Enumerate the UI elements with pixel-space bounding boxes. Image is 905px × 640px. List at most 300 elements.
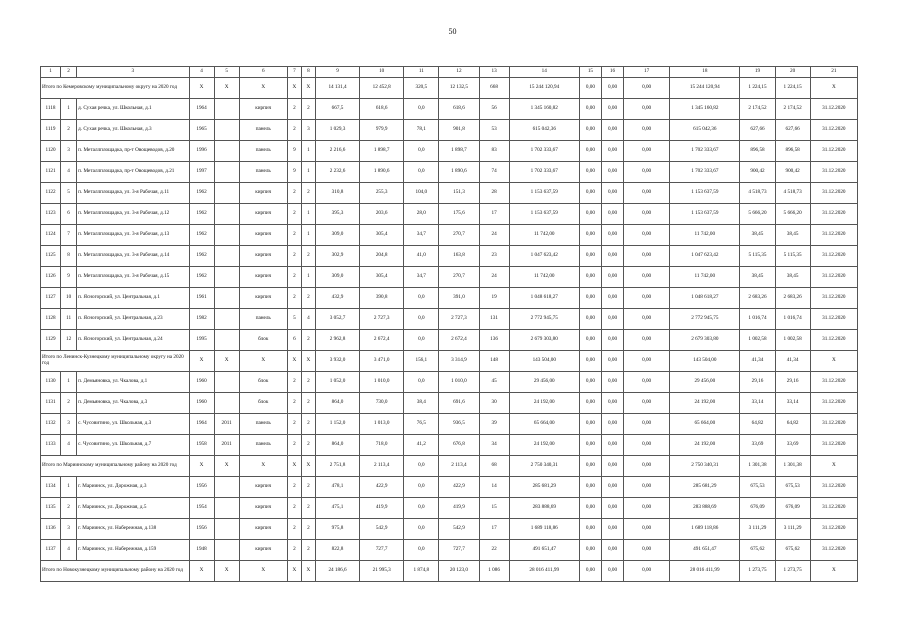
cell-c21: X bbox=[810, 456, 857, 477]
column-number: 14 bbox=[509, 67, 579, 78]
cell-c14: 24 192,00 bbox=[509, 435, 579, 456]
cell-c9: 864,0 bbox=[315, 435, 359, 456]
column-number: 20 bbox=[775, 67, 810, 78]
cell-c13: 15 bbox=[479, 498, 509, 519]
row-subnumber: 3 bbox=[61, 519, 77, 540]
cell-c8: 2 bbox=[301, 99, 315, 120]
cell-c8: 2 bbox=[301, 393, 315, 414]
cell-c20: 896,58 bbox=[775, 141, 810, 162]
cell-c19: 64,82 bbox=[740, 414, 775, 435]
cell-c14: 1 702 333,67 bbox=[509, 141, 579, 162]
table-row bbox=[41, 267, 858, 288]
cell-c7: 2 bbox=[287, 246, 301, 267]
row-subnumber: 2 bbox=[61, 120, 77, 141]
cell-c10: 718,0 bbox=[360, 435, 404, 456]
cell-c20: 41,34 bbox=[775, 351, 810, 372]
cell-c4: 1958 bbox=[189, 435, 214, 456]
cell-c21: 31.12.2020 bbox=[810, 141, 857, 162]
cell-c9: 432,9 bbox=[315, 288, 359, 309]
cell-c7: 2 bbox=[287, 225, 301, 246]
cell-c11: 0,0 bbox=[404, 519, 439, 540]
cell-c13: 24 bbox=[479, 225, 509, 246]
cell-c10: 305,4 bbox=[360, 267, 404, 288]
column-number: 12 bbox=[439, 67, 479, 78]
cell-c19: 33,14 bbox=[740, 393, 775, 414]
cell-c14: 2 750 340,31 bbox=[509, 456, 579, 477]
row-number: 1124 bbox=[41, 225, 61, 246]
cell-c16: 0,00 bbox=[601, 456, 623, 477]
cell-c16: 0,00 bbox=[601, 393, 623, 414]
column-number: 8 bbox=[301, 67, 315, 78]
cell-c15: 0,00 bbox=[579, 372, 601, 393]
cell-c14: 11 742,00 bbox=[509, 225, 579, 246]
cell-c11: 78,1 bbox=[404, 120, 439, 141]
cell-c20: 1 016,74 bbox=[775, 309, 810, 330]
cell-c16: 0,00 bbox=[601, 267, 623, 288]
cell-c5 bbox=[214, 330, 239, 351]
row-subnumber: 2 bbox=[61, 498, 77, 519]
cell-c12: 1 010,0 bbox=[439, 372, 479, 393]
row-subnumber: 3 bbox=[61, 141, 77, 162]
address-cell: п. Ясногорский, ул. Центральная, д.24 bbox=[77, 330, 189, 351]
cell-c15: 0,00 bbox=[579, 561, 601, 582]
table-row bbox=[41, 246, 858, 267]
cell-c10: 21 995,3 bbox=[360, 561, 404, 582]
cell-c5 bbox=[214, 246, 239, 267]
cell-c20: 627,66 bbox=[775, 120, 810, 141]
cell-c10: 979,9 bbox=[360, 120, 404, 141]
address-cell: п. Ясногорский, ул. Центральная, д.23 bbox=[77, 309, 189, 330]
cell-c8: X bbox=[301, 78, 315, 99]
address-cell: с. Чусовитино, ул. Школьная, д.7 bbox=[77, 435, 189, 456]
cell-c10: 203,6 bbox=[360, 204, 404, 225]
cell-c7: 9 bbox=[287, 141, 301, 162]
cell-c11: 0,0 bbox=[404, 288, 439, 309]
cell-c20: 675,62 bbox=[775, 540, 810, 561]
cell-c17: 0,00 bbox=[624, 225, 670, 246]
cell-c6: панель bbox=[239, 120, 287, 141]
cell-c13: 1 086 bbox=[479, 561, 509, 582]
cell-c5: X bbox=[214, 456, 239, 477]
cell-c21: 31.12.2020 bbox=[810, 330, 857, 351]
cell-c16: 0,00 bbox=[601, 204, 623, 225]
address-cell: п. Демьяновка, ул. Чкалова, д.3 bbox=[77, 393, 189, 414]
cell-c8: X bbox=[301, 561, 315, 582]
cell-c4: X bbox=[189, 456, 214, 477]
cell-c8: 1 bbox=[301, 162, 315, 183]
cell-c5: X bbox=[214, 561, 239, 582]
cell-c17: 0,00 bbox=[624, 372, 670, 393]
cell-c17: 0,00 bbox=[624, 393, 670, 414]
cell-c21: 31.12.2020 bbox=[810, 162, 857, 183]
cell-c11: 34,7 bbox=[404, 225, 439, 246]
cell-c5 bbox=[214, 267, 239, 288]
cell-c12: 419,9 bbox=[439, 498, 479, 519]
cell-c12: 936,5 bbox=[439, 414, 479, 435]
address-cell: п. Ясногорский, ул. Центральная, д.1 bbox=[77, 288, 189, 309]
cell-c5: 2011 bbox=[214, 435, 239, 456]
address-cell: п. Металлплощадка, пр-т Овощеводов, д.20 bbox=[77, 141, 189, 162]
address-cell: п. Металлплощадка, ул. 3-я Рабочая, д.14 bbox=[77, 246, 189, 267]
cell-c19: 33,69 bbox=[740, 435, 775, 456]
cell-c5 bbox=[214, 309, 239, 330]
cell-c14: 1 689 118,86 bbox=[509, 519, 579, 540]
cell-c17: 0,00 bbox=[624, 519, 670, 540]
cell-c10: 618,6 bbox=[360, 99, 404, 120]
cell-c20: 38,45 bbox=[775, 267, 810, 288]
cell-c7: 2 bbox=[287, 393, 301, 414]
cell-c10: 1 013,0 bbox=[360, 414, 404, 435]
cell-c14: 1 702 333,67 bbox=[509, 162, 579, 183]
address-cell: г. Мариинск, ул. Набережная, д.159 bbox=[77, 540, 189, 561]
cell-c15: 0,00 bbox=[579, 162, 601, 183]
cell-c4: X bbox=[189, 561, 214, 582]
cell-c20: 4 518,73 bbox=[775, 183, 810, 204]
column-number: 13 bbox=[479, 67, 509, 78]
cell-c12: 151,3 bbox=[439, 183, 479, 204]
cell-c7: 9 bbox=[287, 162, 301, 183]
cell-c10: 2 672,4 bbox=[360, 330, 404, 351]
row-number: 1125 bbox=[41, 246, 61, 267]
row-number: 1127 bbox=[41, 288, 61, 309]
cell-c5: X bbox=[214, 78, 239, 99]
cell-c4: 1982 bbox=[189, 309, 214, 330]
cell-c14: 143 504,00 bbox=[509, 351, 579, 372]
cell-c9: 3 052,7 bbox=[315, 309, 359, 330]
cell-c16: 0,00 bbox=[601, 225, 623, 246]
cell-c9: 822,8 bbox=[315, 540, 359, 561]
cell-c6: панель bbox=[239, 162, 287, 183]
table-row bbox=[41, 498, 858, 519]
cell-c15: 0,00 bbox=[579, 435, 601, 456]
cell-c18: 1 153 637,59 bbox=[670, 183, 740, 204]
cell-c5 bbox=[214, 204, 239, 225]
table-row bbox=[41, 393, 858, 414]
cell-c14: 1 153 637,59 bbox=[509, 204, 579, 225]
cell-c14: 1 048 618,27 bbox=[509, 288, 579, 309]
cell-c13: 56 bbox=[479, 99, 509, 120]
cell-c13: 17 bbox=[479, 519, 509, 540]
cell-c16: 0,00 bbox=[601, 246, 623, 267]
cell-c13: 30 bbox=[479, 393, 509, 414]
row-number: 1120 bbox=[41, 141, 61, 162]
cell-c12: 2 672,4 bbox=[439, 330, 479, 351]
cell-c15: 0,00 bbox=[579, 351, 601, 372]
cell-c9: 302,9 bbox=[315, 246, 359, 267]
cell-c17: 0,00 bbox=[624, 540, 670, 561]
address-cell: г. Мариинск, ул. Дорожная, д.3 bbox=[77, 477, 189, 498]
subtotal-row bbox=[41, 351, 858, 372]
cell-c4: 1962 bbox=[189, 204, 214, 225]
address-cell: п. Демьяновка, ул. Чкалова, д.1 bbox=[77, 372, 189, 393]
cell-c10: 727,7 bbox=[360, 540, 404, 561]
table-row bbox=[41, 204, 858, 225]
cell-c9: 24 186,6 bbox=[315, 561, 359, 582]
cell-c19: 3 111,29 bbox=[740, 519, 775, 540]
cell-c6: кирпич bbox=[239, 288, 287, 309]
row-number: 1135 bbox=[41, 498, 61, 519]
cell-c5 bbox=[214, 393, 239, 414]
cell-c17: 0,00 bbox=[624, 330, 670, 351]
cell-c13: 14 bbox=[479, 477, 509, 498]
cell-c6: кирпич bbox=[239, 225, 287, 246]
cell-c9: 2 216,6 bbox=[315, 141, 359, 162]
cell-c4: 1962 bbox=[189, 267, 214, 288]
cell-c11: 76,5 bbox=[404, 414, 439, 435]
cell-c17: 0,00 bbox=[624, 246, 670, 267]
cell-c6: блок bbox=[239, 372, 287, 393]
cell-c15: 0,00 bbox=[579, 225, 601, 246]
cell-c12: 20 123,0 bbox=[439, 561, 479, 582]
cell-c12: 542,9 bbox=[439, 519, 479, 540]
cell-c11: 320,5 bbox=[404, 78, 439, 99]
cell-c21: 31.12.2020 bbox=[810, 519, 857, 540]
cell-c4: 1995 bbox=[189, 330, 214, 351]
cell-c16: 0,00 bbox=[601, 141, 623, 162]
cell-c21: 31.12.2020 bbox=[810, 288, 857, 309]
cell-c9: 475,1 bbox=[315, 498, 359, 519]
cell-c21: 31.12.2020 bbox=[810, 372, 857, 393]
table-row bbox=[41, 519, 858, 540]
cell-c20: 1 301,38 bbox=[775, 456, 810, 477]
cell-c15: 0,00 bbox=[579, 309, 601, 330]
cell-c19: 2 174,52 bbox=[740, 99, 775, 120]
column-number: 3 bbox=[77, 67, 189, 78]
cell-c18: 2 750 340,31 bbox=[670, 456, 740, 477]
row-number: 1129 bbox=[41, 330, 61, 351]
cell-c15: 0,00 bbox=[579, 330, 601, 351]
cell-c8: 2 bbox=[301, 330, 315, 351]
cell-c15: 0,00 bbox=[579, 141, 601, 162]
cell-c13: 53 bbox=[479, 120, 509, 141]
cell-c13: 74 bbox=[479, 162, 509, 183]
cell-c10: 3 471,0 bbox=[360, 351, 404, 372]
cell-c10: 1 010,0 bbox=[360, 372, 404, 393]
cell-c10: 1 890,6 bbox=[360, 162, 404, 183]
cell-c20: 2 174,52 bbox=[775, 99, 810, 120]
cell-c15: 0,00 bbox=[579, 477, 601, 498]
column-number: 7 bbox=[287, 67, 301, 78]
cell-c4: 1948 bbox=[189, 540, 214, 561]
cell-c6: панель bbox=[239, 435, 287, 456]
cell-c18: 1 153 637,59 bbox=[670, 204, 740, 225]
cell-c6: кирпич bbox=[239, 540, 287, 561]
row-number: 1121 bbox=[41, 162, 61, 183]
cell-c17: 0,00 bbox=[624, 414, 670, 435]
cell-c5 bbox=[214, 540, 239, 561]
cell-c19: 1 224,15 bbox=[740, 78, 775, 99]
subtotal-label: Итого по Кемеровскому муниципальному округу на 2020 год bbox=[41, 78, 190, 99]
cell-c14: 1 345 160,82 bbox=[509, 99, 579, 120]
row-subnumber: 1 bbox=[61, 99, 77, 120]
cell-c6: панель bbox=[239, 141, 287, 162]
cell-c4: 1964 bbox=[189, 414, 214, 435]
cell-c14: 2 772 945,75 bbox=[509, 309, 579, 330]
cell-c15: 0,00 bbox=[579, 78, 601, 99]
cell-c10: 204,8 bbox=[360, 246, 404, 267]
address-cell: п. Металлплощадка, ул. 3-я Рабочая, д.11 bbox=[77, 183, 189, 204]
cell-c4: 1996 bbox=[189, 141, 214, 162]
row-number: 1123 bbox=[41, 204, 61, 225]
column-numbers-row bbox=[41, 67, 858, 78]
cell-c21: 31.12.2020 bbox=[810, 477, 857, 498]
row-number: 1134 bbox=[41, 477, 61, 498]
cell-c13: 148 bbox=[479, 351, 509, 372]
cell-c20: 64,82 bbox=[775, 414, 810, 435]
row-number: 1126 bbox=[41, 267, 61, 288]
cell-c10: 2 727,3 bbox=[360, 309, 404, 330]
cell-c5: 2011 bbox=[214, 414, 239, 435]
cell-c8: 2 bbox=[301, 183, 315, 204]
cell-c18: 285 681,29 bbox=[670, 477, 740, 498]
cell-c7: 2 bbox=[287, 288, 301, 309]
cell-c20: 38,45 bbox=[775, 225, 810, 246]
cell-c19: 1 016,74 bbox=[740, 309, 775, 330]
address-cell: д. Сухая речка, ул. Школьная, д.3 bbox=[77, 120, 189, 141]
cell-c18: 15 244 120,94 bbox=[670, 78, 740, 99]
cell-c21: 31.12.2020 bbox=[810, 246, 857, 267]
cell-c12: 727,7 bbox=[439, 540, 479, 561]
cell-c5 bbox=[214, 498, 239, 519]
row-subnumber: 2 bbox=[61, 393, 77, 414]
cell-c12: 3 314,9 bbox=[439, 351, 479, 372]
cell-c13: 28 bbox=[479, 183, 509, 204]
cell-c7: 2 bbox=[287, 414, 301, 435]
cell-c19: 896,58 bbox=[740, 141, 775, 162]
column-number: 21 bbox=[810, 67, 857, 78]
cell-c8: 3 bbox=[301, 120, 315, 141]
cell-c13: 23 bbox=[479, 246, 509, 267]
cell-c4: 1961 bbox=[189, 288, 214, 309]
cell-c17: 0,00 bbox=[624, 309, 670, 330]
cell-c6: кирпич bbox=[239, 99, 287, 120]
cell-c19: 41,34 bbox=[740, 351, 775, 372]
table-row bbox=[41, 372, 858, 393]
cell-c11: 34,7 bbox=[404, 267, 439, 288]
cell-c6: панель bbox=[239, 414, 287, 435]
subtotal-label: Итого по Новокузнецкому муниципальному району на 2020 год bbox=[41, 561, 190, 582]
cell-c12: 618,6 bbox=[439, 99, 479, 120]
cell-c19: 675,62 bbox=[740, 540, 775, 561]
cell-c16: 0,00 bbox=[601, 435, 623, 456]
cell-c12: 163,8 bbox=[439, 246, 479, 267]
cell-c17: 0,00 bbox=[624, 141, 670, 162]
cell-c4: X bbox=[189, 351, 214, 372]
column-number: 4 bbox=[189, 67, 214, 78]
cell-c18: 11 742,00 bbox=[670, 267, 740, 288]
cell-c9: 2 232,6 bbox=[315, 162, 359, 183]
cell-c21: 31.12.2020 bbox=[810, 267, 857, 288]
cell-c6: кирпич bbox=[239, 204, 287, 225]
cell-c11: 41,2 bbox=[404, 435, 439, 456]
cell-c18: 491 651,47 bbox=[670, 540, 740, 561]
cell-c12: 2 727,3 bbox=[439, 309, 479, 330]
cell-c16: 0,00 bbox=[601, 99, 623, 120]
cell-c15: 0,00 bbox=[579, 519, 601, 540]
cell-c6: кирпич bbox=[239, 267, 287, 288]
cell-c15: 0,00 bbox=[579, 498, 601, 519]
cell-c9: 3 932,0 bbox=[315, 351, 359, 372]
row-subnumber: 3 bbox=[61, 414, 77, 435]
cell-c16: 0,00 bbox=[601, 78, 623, 99]
cell-c15: 0,00 bbox=[579, 246, 601, 267]
cell-c18: 2 679 303,80 bbox=[670, 330, 740, 351]
cell-c7: 2 bbox=[287, 183, 301, 204]
cell-c20: 1 273,75 bbox=[775, 561, 810, 582]
cell-c17: 0,00 bbox=[624, 456, 670, 477]
cell-c10: 255,3 bbox=[360, 183, 404, 204]
cell-c14: 15 244 120,94 bbox=[509, 78, 579, 99]
subtotal-label: Итого по Мариинскому муниципальному району на 2020 год bbox=[41, 456, 190, 477]
cell-c10: 730,0 bbox=[360, 393, 404, 414]
address-cell: с. Чусовитино, ул. Школьная, д.3 bbox=[77, 414, 189, 435]
table-row bbox=[41, 288, 858, 309]
address-cell: п. Металлплощадка, ул. 3-я Рабочая, д.13 bbox=[77, 225, 189, 246]
table-row bbox=[41, 120, 858, 141]
cell-c16: 0,00 bbox=[601, 120, 623, 141]
table-row bbox=[41, 141, 858, 162]
cell-c16: 0,00 bbox=[601, 309, 623, 330]
column-number: 10 bbox=[360, 67, 404, 78]
row-subnumber: 1 bbox=[61, 477, 77, 498]
cell-c7: 2 bbox=[287, 204, 301, 225]
address-cell: г. Мариинск, ул. Набережная, д.138 bbox=[77, 519, 189, 540]
row-number: 1122 bbox=[41, 183, 61, 204]
cell-c18: 283 888,69 bbox=[670, 498, 740, 519]
cell-c7: 2 bbox=[287, 519, 301, 540]
cell-c12: 270,7 bbox=[439, 225, 479, 246]
cell-c16: 0,00 bbox=[601, 561, 623, 582]
table-row bbox=[41, 162, 858, 183]
cell-c19: 900,42 bbox=[740, 162, 775, 183]
table-row bbox=[41, 477, 858, 498]
cell-c7: 2 bbox=[287, 372, 301, 393]
cell-c19: 676,09 bbox=[740, 498, 775, 519]
cell-c7: 6 bbox=[287, 330, 301, 351]
cell-c20: 5 666,20 bbox=[775, 204, 810, 225]
cell-c21: X bbox=[810, 78, 857, 99]
cell-c8: 2 bbox=[301, 372, 315, 393]
cell-c12: 1 898,7 bbox=[439, 141, 479, 162]
cell-c20: 1 002,58 bbox=[775, 330, 810, 351]
cell-c12: 676,8 bbox=[439, 435, 479, 456]
cell-c21: 31.12.2020 bbox=[810, 309, 857, 330]
row-number: 1136 bbox=[41, 519, 61, 540]
cell-c21: X bbox=[810, 561, 857, 582]
cell-c4: 1964 bbox=[189, 99, 214, 120]
cell-c8: X bbox=[301, 456, 315, 477]
cell-c16: 0,00 bbox=[601, 288, 623, 309]
row-number: 1137 bbox=[41, 540, 61, 561]
cell-c18: 2 772 945,75 bbox=[670, 309, 740, 330]
cell-c9: 2 751,8 bbox=[315, 456, 359, 477]
row-subnumber: 12 bbox=[61, 330, 77, 351]
column-number: 18 bbox=[670, 67, 740, 78]
cell-c13: 17 bbox=[479, 204, 509, 225]
cell-c20: 29,16 bbox=[775, 372, 810, 393]
address-cell: п. Металлплощадка, ул. 3-я Рабочая, д.12 bbox=[77, 204, 189, 225]
cell-c21: 31.12.2020 bbox=[810, 183, 857, 204]
cell-c15: 0,00 bbox=[579, 288, 601, 309]
cell-c8: 1 bbox=[301, 267, 315, 288]
cell-c6: X bbox=[239, 561, 287, 582]
cell-c6: X bbox=[239, 456, 287, 477]
cell-c21: 31.12.2020 bbox=[810, 204, 857, 225]
cell-c4: X bbox=[189, 78, 214, 99]
column-number: 9 bbox=[315, 67, 359, 78]
cell-c6: X bbox=[239, 351, 287, 372]
cell-c18: 24 192,00 bbox=[670, 393, 740, 414]
